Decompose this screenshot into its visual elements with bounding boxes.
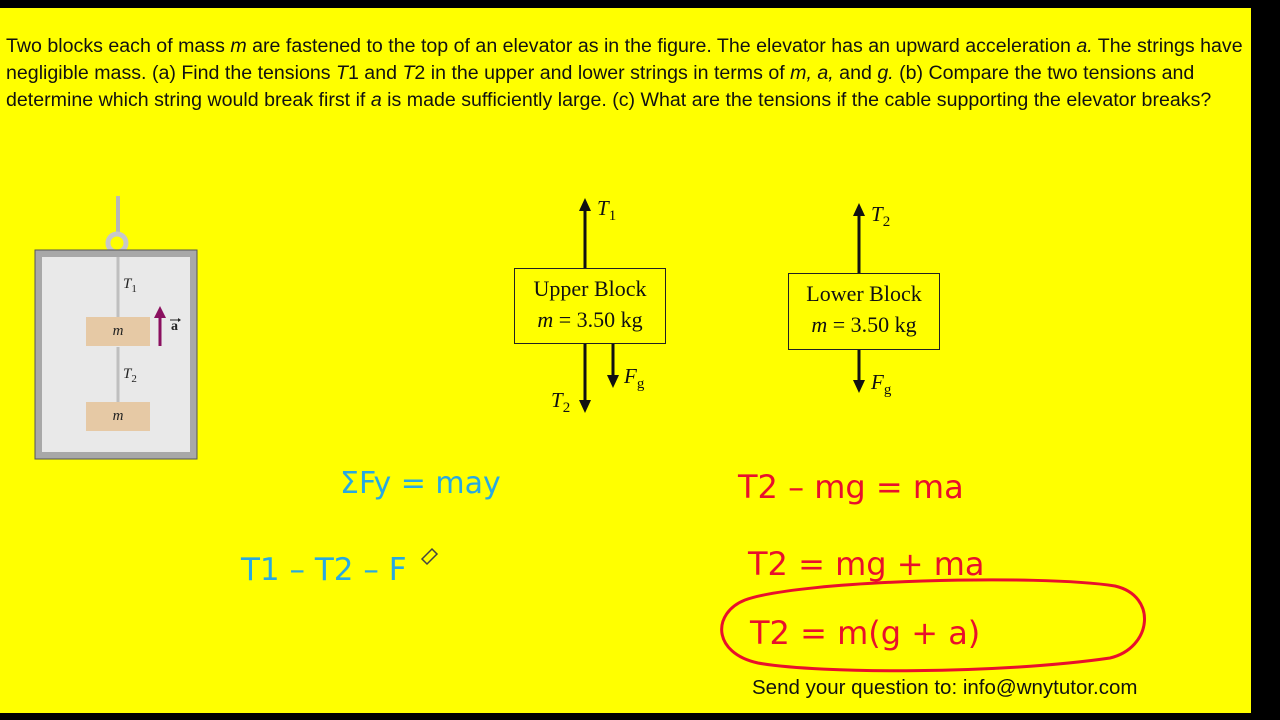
lower-block-box	[788, 273, 940, 350]
red-equation-1: T2 – mg = ma	[738, 468, 964, 506]
lower-fg-label: $F_g$	[871, 370, 892, 399]
lower-block-mass: m = 3.50 kg	[811, 312, 917, 337]
red-equation-3: T2 = m(g + a)	[750, 614, 981, 652]
pen-cursor-icon	[422, 549, 437, 564]
upper-fg-label: $F_g$	[624, 364, 645, 393]
lower-t2-label: $T_2$	[871, 202, 891, 231]
upper-block-mass: m = 3.50 kg	[537, 307, 643, 332]
video-frame	[0, 8, 1251, 713]
contact-footer: Send your question to: info@wnytutor.com	[752, 676, 1138, 699]
diagram-graphics	[0, 8, 1251, 713]
upper-t1-label: $T_1$	[597, 196, 617, 225]
problem-statement: Two blocks each of mass m are fastened to the top of an elevator as in the figure. The elevator has an upward acceleration a. The strings have negligible mass. (a) Find the tensions T1 and T2 in the upper and lower strings in terms of m, a, and g. (b) Compare the two tensions and determine which string would break first if a is made sufficiently large. (c) What are the tensions if the cable supporting the elevator breaks?	[6, 35, 1243, 111]
lower-block-title: Lower Block	[806, 281, 922, 306]
elevator-hook	[108, 234, 126, 252]
blue-equation-partial: T1 – T2 – F	[241, 552, 407, 588]
upper-block-title: Upper Block	[533, 276, 647, 301]
elevator-lower-block: m	[86, 402, 150, 431]
elevator-t2-label: $T_2$	[123, 366, 137, 385]
upper-t2-label: $T_2$	[551, 388, 571, 417]
upper-block-box	[514, 268, 666, 344]
red-equation-2: T2 = mg + ma	[748, 545, 985, 583]
elevator-t1-label: $T_1$	[123, 276, 137, 295]
blue-equation-sum-forces: ΣFy = may	[340, 466, 501, 501]
elevator-accel-label: a	[171, 319, 178, 334]
elevator-upper-block: m	[86, 317, 150, 346]
